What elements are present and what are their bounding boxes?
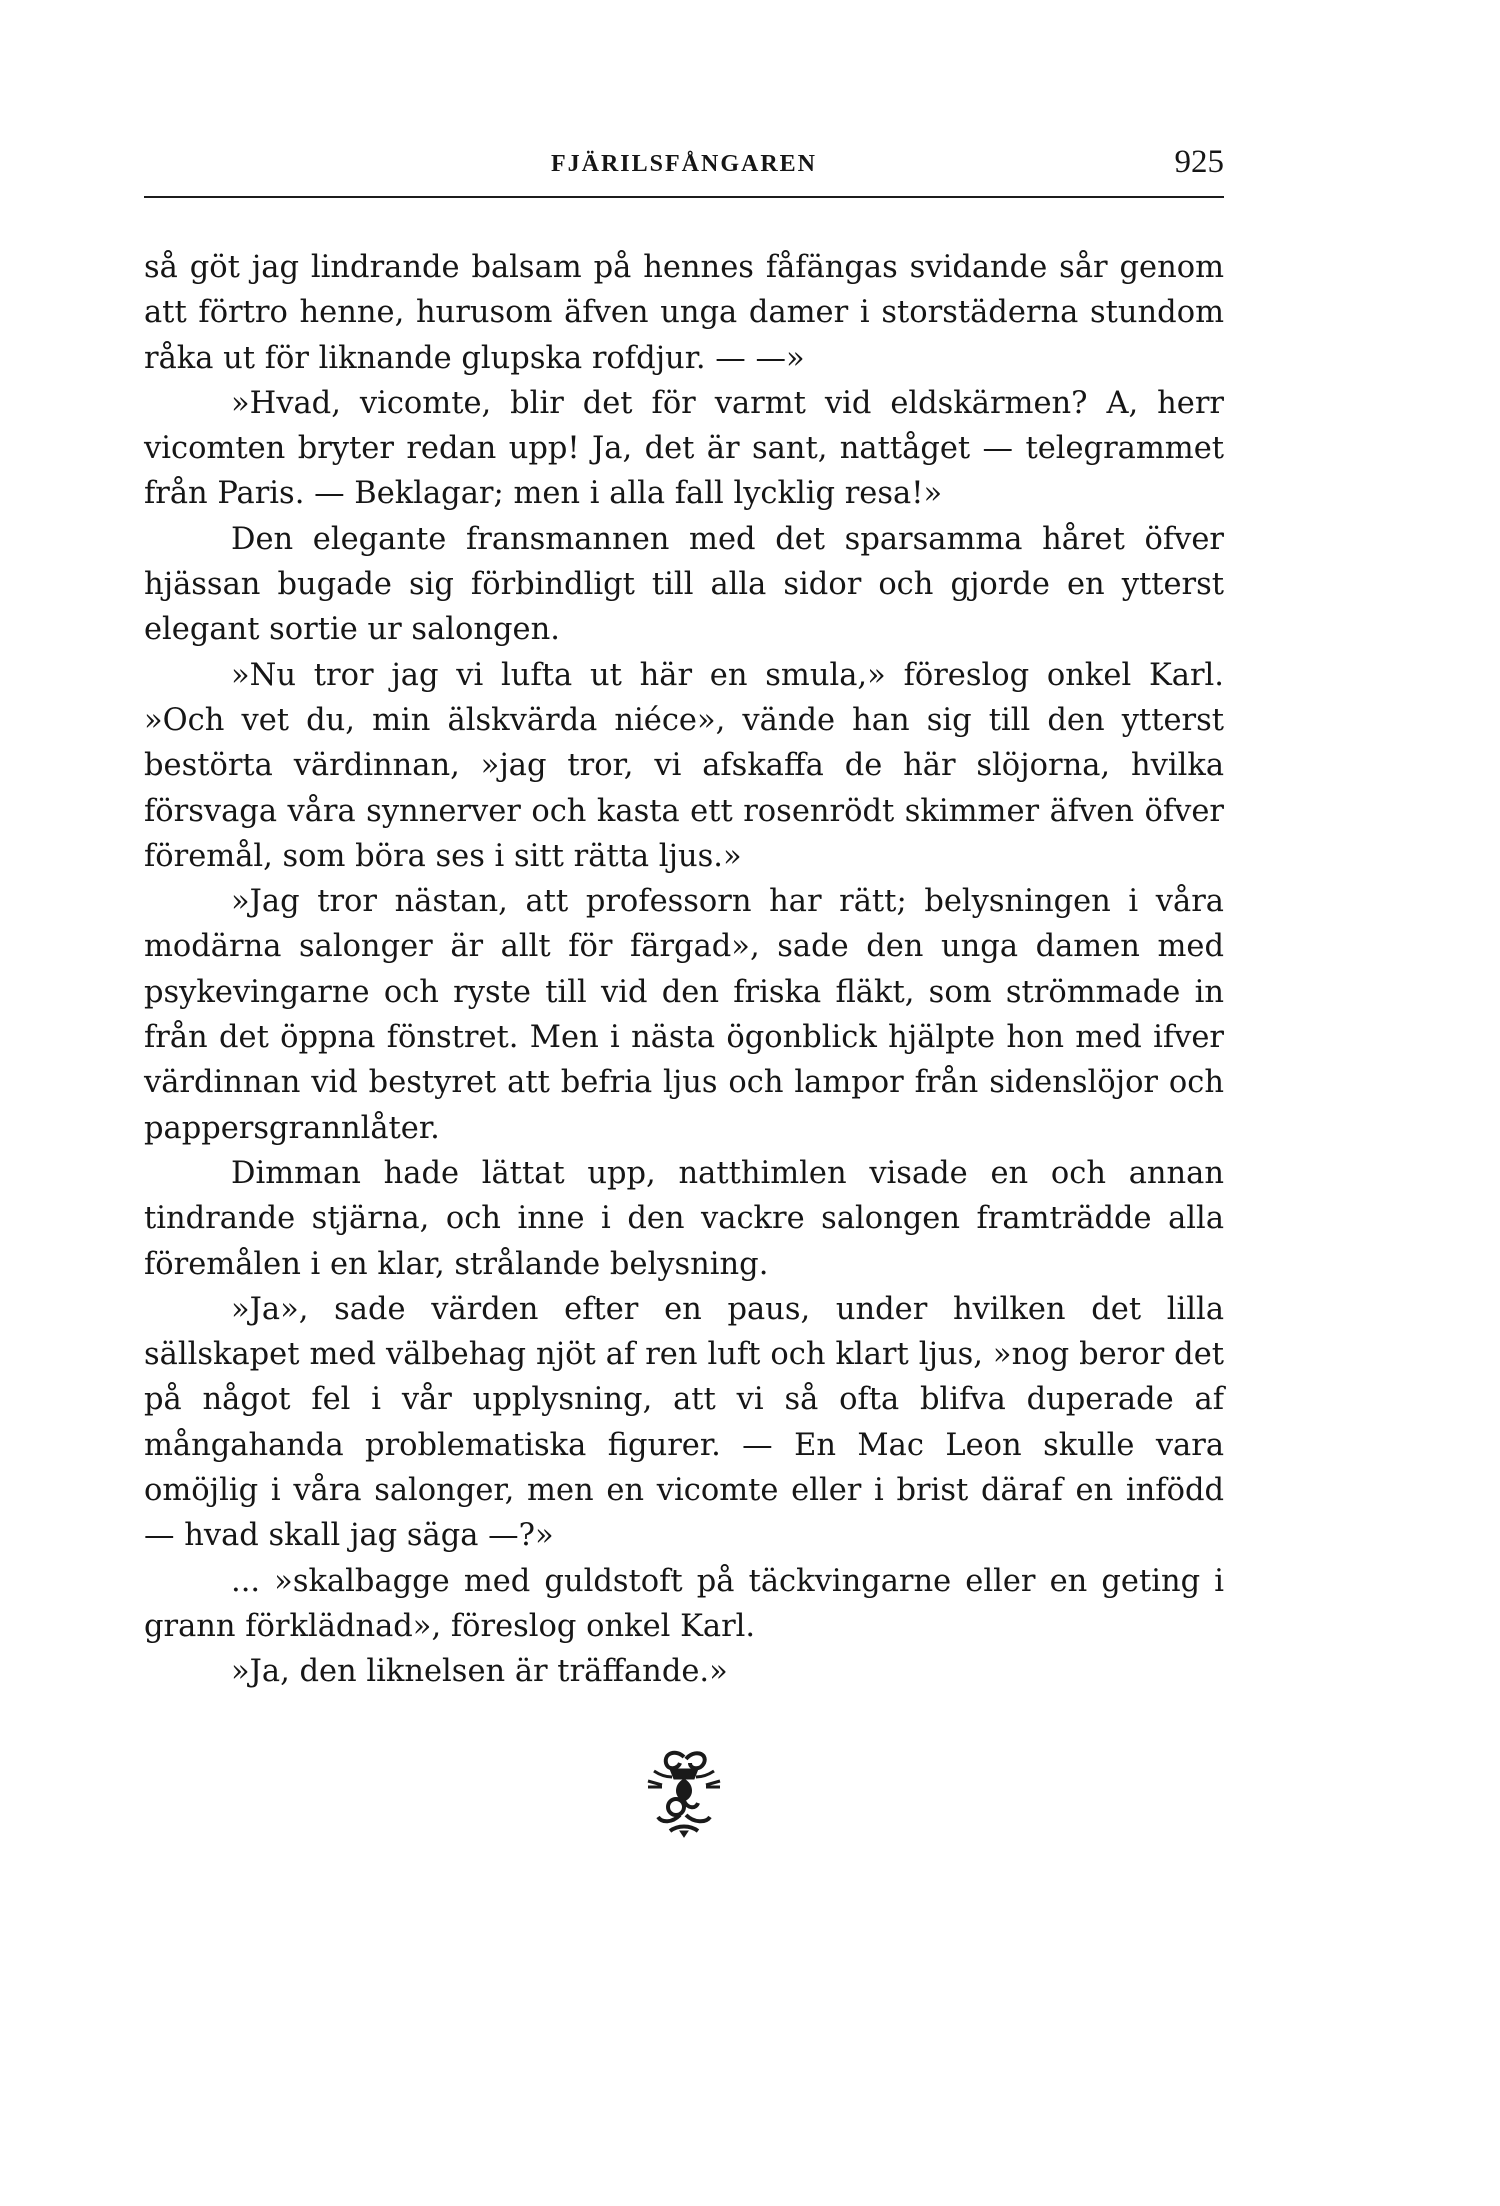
paragraph: »Jag tror nästan, att professorn har rätt; belysningen i våra modärna salonger är allt för färgad», sade den unga damen med psykevingarne och ryste till vid den friska fläkt, som strömmade in från det öppna fönstret. Men i nästa ögonblick hjälpte hon med ifver värdinnan vid bestyret att befria ljus och lampor från sidenslöjor och pappersgrannlåter.: [144, 884, 1224, 1146]
book-page: [144, 140, 1224, 1843]
running-title: FJÄRILSFÅNGAREN: [550, 151, 817, 177]
body-text: [144, 245, 1224, 1695]
paragraph: ... »skalbagge med guldstoft på täckvingarne eller en geting i grann förklädnad», föreslog onkel Karl.: [144, 1563, 1224, 1644]
paragraph: »Nu tror jag vi lufta ut här en smula,» föreslog onkel Karl. »Och vet du, min älskvärda niéce», vände han sig till den ytterst bestörta värdinnan, »jag tror, vi afskaffa de här slöjorna, hvilka försvaga våra synnerver och kasta ett rosenrödt skimmer äfven öfver föremål, som böra ses i sitt rätta ljus.»: [144, 657, 1224, 874]
paragraph: Dimman hade lättat upp, natthimlen visade en och annan tindrande stjärna, och inne i den vackre salongen framträdde alla föremålen i en klar, strålande belysning.: [144, 1155, 1224, 1282]
page-number: 925: [1174, 144, 1224, 180]
paragraph: Den elegante fransmannen med det sparsamma håret öfver hjässan bugade sig förbindligt till alla sidor och gjorde en ytterst elegant sortie ur salongen.: [144, 521, 1224, 648]
paragraph: »Hvad, vicomte, blir det för varmt vid eldskärmen? A, herr vicomten bryter redan upp! Ja, det är sant, nattåget — telegrammet från Paris. — Beklagar; men i alla fall lycklig resa!»: [144, 385, 1224, 512]
end-ornament: [144, 1747, 1224, 1843]
page-header: [144, 140, 1224, 198]
fleuron-icon: [640, 1747, 728, 1839]
paragraph-continuation: så göt jag lindrande balsam på hennes fåfängas svidande sår genom att förtro henne, hurusom äfven unga damer i storstäderna stundom råka ut för liknande glupska rofdjur. — —»: [144, 250, 1224, 376]
paragraph: »Ja», sade värden efter en paus, under hvilken det lilla sällskapet med välbehag njöt af ren luft och klart ljus, »nog beror det på något fel i vår upplysning, att vi så ofta blifva duperade af mångahanda problematiska figurer. — En Mac Leon skulle vara omöjlig i våra salonger, men en vicomte eller i brist däraf en infödd — hvad skall jag säga —?»: [144, 1291, 1224, 1554]
paragraph: »Ja, den liknelsen är träffande.»: [231, 1654, 728, 1690]
